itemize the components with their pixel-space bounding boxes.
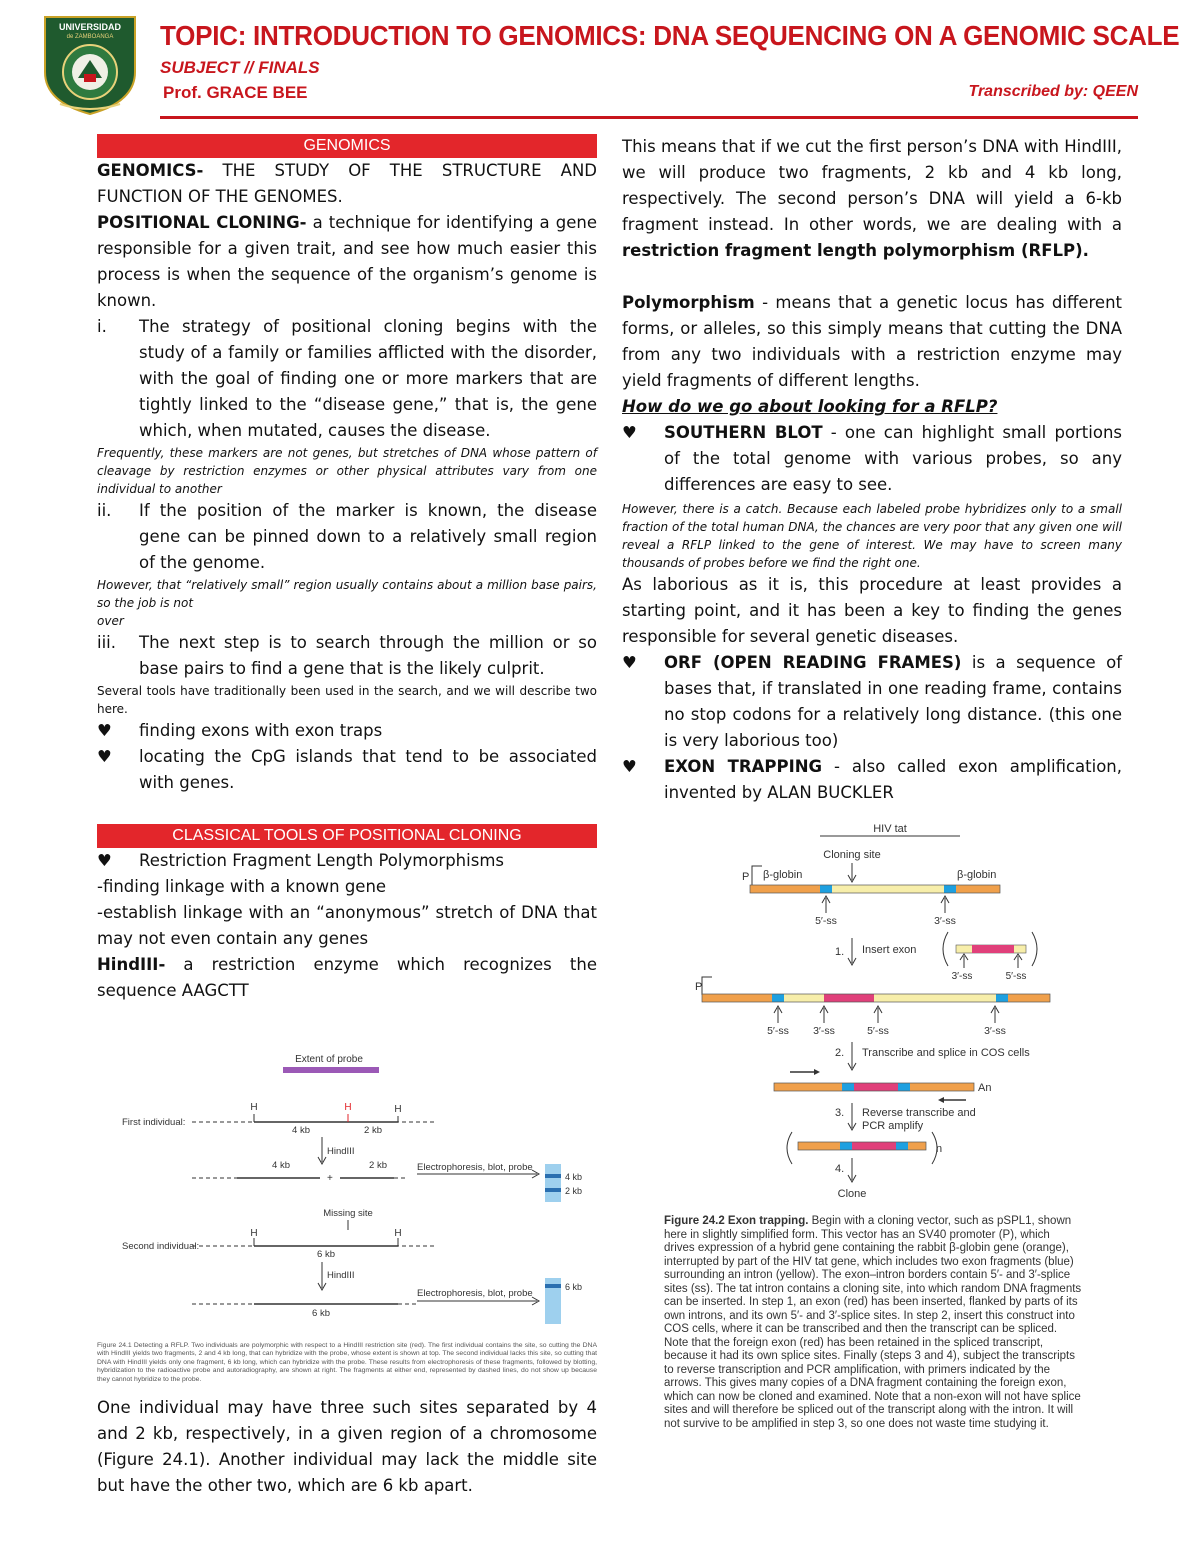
tool-item: ♥ finding exons with exon traps [97,721,383,740]
tools-note: Several tools have traditionally been used in the search, and we will describe two here. [97,684,597,716]
pcr-amplify-label: PCR amplify [862,1120,924,1132]
missing-site-label: Missing site [323,1208,373,1219]
label-6kb: 6 kb [317,1249,335,1260]
site-h: H [394,1228,402,1239]
figure-24-1-caption: Figure 24.1 Detecting a RFLP. Two individuals are polymorphic with respect to a HindIII restriction site (red). The first individual contains the site, so cutting the DNA with HindIII yields two fragments, 2 and 4 kb long, that can hybridize with the probe, whose extent is shown at top. The second individual lacks this site, so cutting that DNA with HindIII yields only one fragment, 6 kb long, which can hybridize with the probe. These results from electrophoresis of these fragments, followed by blotting, hybridization to the radioactive probe and autoradiography, are shown at right. The fragments at either end, represented by dashed lines, do not show up because they cannot hybridize to the probe. [97,1342,597,1383]
ss3-label: 3′-ss [934,915,956,927]
ss5-label: 5′-ss [867,1025,889,1037]
rflp-point-b: -establish linkage with an “anonymous” stretch of DNA that may not even contain any genes [97,903,597,948]
after-figure-paragraph: One individual may have three such sites separated by 4 and 2 kb, respectively, in a given region of a chromosome (Figure 24.1). Another individual may lack the middle site but have the other two, which are 6 kb apart. [97,1398,597,1495]
step-2-number: 2. [835,1047,845,1059]
svg-text:UNIVERSIDAD: UNIVERSIDAD [58,22,122,32]
southern-blot-item: ♥ SOUTHERN BLOT - one can highlight small portions of the total genome with various probes, so any differences are easy to see. [622,423,1122,494]
first-individual-label: First individual: [122,1117,186,1128]
rflp-question: How do we go about looking for a RFLP? [622,397,998,416]
exon-trapping-figure [690,818,1070,1210]
genomics-heading-bar: GENOMICS [97,134,597,158]
site-h-polymorphic: H [344,1102,352,1113]
genomics-definition: GENOMICS- THE STUDY OF THE STRUCTURE AND FUNCTION OF THE GENOMES. [97,161,597,206]
blot-lane [545,1164,561,1202]
site-h: H [250,1102,258,1113]
polymorphism-definition: Polymorphism - means that a genetic locus has different forms, or alleles, so this simply means that cutting the DNA from any two individuals with a restriction enzyme may yield fragments of different lengths. [622,293,1122,390]
label-2kb: 2 kb [369,1160,387,1171]
subject-label: SUBJECT // FINALS [160,58,320,77]
right-column [622,134,1122,806]
page-header [0,0,1200,125]
beta-globin-label: β-globin [763,869,803,881]
cloning-site-label: Cloning site [823,849,881,861]
ss5-label: 5′-ss [815,915,837,927]
step-ii: ii. If the position of the marker is known, the disease gene can be pinned down to a relatively small region of the genome. [97,501,597,572]
site-h: H [250,1228,258,1239]
page-title: TOPIC: INTRODUCTION TO GENOMICS: DNA SEQUENCING ON A GENOMIC SCALE [160,20,1180,51]
label-4kb: 4 kb [292,1125,310,1136]
label-6kb: 6 kb [312,1308,330,1319]
label-2kb: 2 kb [364,1125,382,1136]
clone-label: Clone [837,1188,867,1200]
band-4kb: 4 kb [565,1172,583,1182]
step-i: i. The strategy of positional cloning begins with the study of a family or families afflicted with the disorder, with the goal of finding one or more markers that are tightly linked to the “disease gene,” that is, the gene which, when mutated, causes the disease. [97,317,597,440]
rflp-item: ♥ Restriction Fragment Length Polymorphisms [97,851,504,870]
label-4kb: 4 kb [272,1160,290,1171]
electrophoresis-label: Electrophoresis, blot, probe [417,1162,533,1173]
hiv-tat-label: HIV tat [873,823,907,835]
note-ii-over: over [97,614,124,628]
site-h: H [394,1104,402,1115]
hindiii-definition: HindIII- a restriction enzyme which recognizes the sequence AAGCTT [97,955,597,1000]
beta-globin-label: β-globin [957,869,997,881]
step-3-number: 3. [835,1107,845,1119]
n-label: n [936,1143,943,1155]
note-ii: However, that “relatively small” region usually contains about a million base pairs, so the job is not [97,578,597,610]
tool-item: ♥ locating the CpG islands that tend to be associated with genes. [97,747,597,792]
promoter-label: P [695,981,703,993]
second-individual-label: Second individual: [122,1241,200,1252]
hindiii-label: HindIII [327,1146,355,1157]
ss3-label: 3′-ss [951,971,973,982]
header-divider [160,116,1138,119]
ss5-label: 5′-ss [1005,971,1027,982]
hindiii-label: HindIII [327,1270,355,1281]
university-logo [40,12,140,117]
rflp-point-a: -finding linkage with a known gene [97,877,387,896]
electrophoresis-label: Electrophoresis, blot, probe [417,1288,533,1299]
rflp-figure [97,1050,597,1395]
promoter-label: P [742,871,750,883]
step-1-number: 1. [835,946,845,958]
probe-extent-label: Extent of probe [295,1054,363,1065]
band-6kb: 6 kb [565,1282,583,1292]
step-iii: iii. The next step is to search through the million or so base pairs to find a gene that is the likely culprit. [97,633,597,678]
insert-exon-label: Insert exon [862,944,917,956]
left-column [97,134,597,1004]
classical-tools-bar: CLASSICAL TOOLS OF POSITIONAL CLONING [97,824,597,848]
exon-trapping-item: ♥ EXON TRAPPING - also called exon amplification, invented by ALAN BUCKLER [622,757,1122,802]
professor-name: Prof. GRACE BEE [163,83,308,102]
transcribe-label: Transcribe and splice in COS cells [862,1047,1030,1059]
ss5-label: 5′-ss [767,1025,789,1037]
band-2kb: 2 kb [565,1186,583,1196]
step-4-number: 4. [835,1163,845,1175]
transcriber-label: Transcribed by: QEEN [968,83,1138,100]
ss3-label: 3′-ss [813,1025,835,1037]
plus-sign: + [327,1173,333,1184]
reverse-transcribe-label: Reverse transcribe and [862,1107,976,1119]
probe-extent-bar [283,1067,379,1073]
note-i: Frequently, these markers are not genes, but stretches of DNA whose pattern of cleavage by restriction enzymes or other physical attributes vary from one individual to another [97,446,597,496]
rflp-paragraph: This means that if we cut the first person’s DNA with HindIII, we will produce two fragments, 2 kb and 4 kb long, respectively. The second person’s DNA will yield a 6-kb fragment instead. In other words, we are dealing with a restriction fragment length polymorphism (RFLP). [622,137,1122,260]
catch-note: However, there is a catch. Because each labeled probe hybridizes only to a small fraction of the total human DNA, the chances are very poor that any given one will reveal a RFLP linked to the gene of interest. We may have to screen many thousands of probes before we find the right one. [622,502,1122,570]
figure-24-2-caption: Figure 24.2 Exon trapping. Begin with a cloning vector, such as pSPL1, shown here in slightly simplified form. This vector has an SV40 promoter (P), which drives expression of a hybrid gene containing the rabbit β-globin gene (orange), interrupted by part of the HIV tat gene, which includes two exon fragments (blue) surrounding an intron (yellow). The exon–intron borders contain 5′- and 3′-splice sites (ss). The tat intron contains a cloning site, into which random DNA fragments can be inserted. In step 1, an exon (red) has been inserted, flanked by parts of its own introns, and its own 5′- and 3′-splice sites. In step 2, insert this construct into COS cells, where it can be transcribed and then the transcript can be spliced. Note that the foreign exon (red) has been retained in the spliced transcript, because it had its own splice sites. Finally (steps 3 and 4), subject the transcripts to reverse transcription and PCR amplification, with primers indicated by the arrows. This gives many copies of a DNA fragment containing the foreign exon, which can now be cloned and examined. Note that a non-exon will not have splice sites and will therefore be spliced out of the transcript along with the intron. It will not survive to be amplified in step 3, so one does not waste time studying it. [664,1215,1082,1430]
orf-item: ♥ ORF (OPEN READING FRAMES) is a sequence of bases that, if translated in one reading frame, contains no stop codons for a relatively long distance. (this one is very laborious too) [622,653,1122,750]
positional-cloning-definition: POSITIONAL CLONING- a technique for identifying a gene responsible for a given trait, and see how much easier this process is when the sequence of the organism’s genome is known. [97,213,597,310]
poly-a-label: An [978,1082,992,1094]
laborious-paragraph: As laborious as it is, this procedure at least provides a starting point, and it has been a key to finding the genes responsible for several genetic diseases. [622,575,1122,646]
svg-text:de ZAMBOANGA: de ZAMBOANGA [66,34,114,40]
ss3-label: 3′-ss [984,1025,1006,1037]
